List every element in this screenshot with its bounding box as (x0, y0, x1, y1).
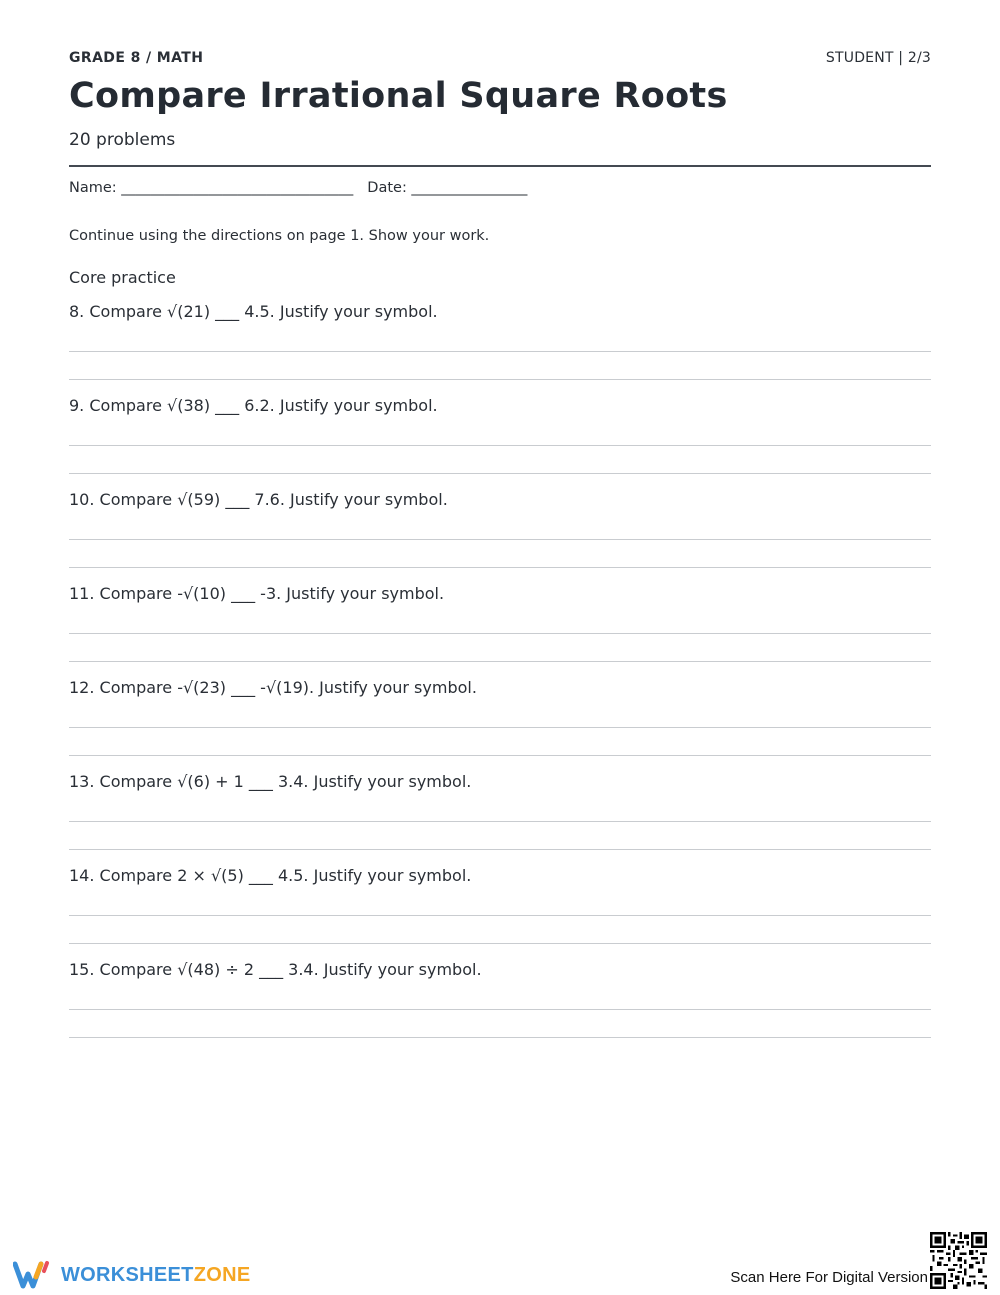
answer-line[interactable] (69, 633, 931, 634)
problem-item (69, 302, 931, 396)
page-title: Compare Irrational Square Roots (69, 76, 728, 116)
answer-line[interactable] (69, 849, 931, 850)
answer-line[interactable] (69, 567, 931, 568)
problem-list (69, 302, 931, 1054)
answer-line[interactable] (69, 727, 931, 728)
page-subtitle: 20 problems (69, 130, 176, 150)
brand-part1: WORKSHEET (61, 1263, 194, 1286)
section-title: Core practice (69, 268, 176, 287)
top-bar (69, 50, 931, 68)
answer-line[interactable] (69, 1009, 931, 1010)
problem-item (69, 678, 931, 772)
page-info-label: STUDENT | 2/3 (825, 50, 931, 66)
name-field[interactable]: Name: ________________________________ (69, 180, 354, 196)
answer-line[interactable] (69, 943, 931, 944)
problem-text: 8. Compare √(21) ___ 4.5. Justify your symbol. (69, 302, 438, 321)
answer-line[interactable] (69, 661, 931, 662)
problem-text: 9. Compare √(38) ___ 6.2. Justify your symbol. (69, 396, 438, 415)
problem-item (69, 396, 931, 490)
name-date-row (69, 180, 527, 196)
answer-line[interactable] (69, 351, 931, 352)
problem-text: 12. Compare -√(23) ___ -√(19). Justify your symbol. (69, 678, 477, 697)
answer-line[interactable] (69, 755, 931, 756)
answer-line[interactable] (69, 379, 931, 380)
problem-text: 13. Compare √(6) + 1 ___ 3.4. Justify your symbol. (69, 772, 472, 791)
problem-item (69, 866, 931, 960)
qr-code-icon[interactable] (930, 1232, 987, 1289)
problem-item (69, 960, 931, 1054)
answer-line[interactable] (69, 539, 931, 540)
header-divider (69, 165, 931, 167)
problem-item (69, 584, 931, 678)
brand-name (61, 1264, 250, 1287)
problem-text: 14. Compare 2 × √(5) ___ 4.5. Justify your symbol. (69, 866, 472, 885)
problem-text: 11. Compare -√(10) ___ -3. Justify your symbol. (69, 584, 445, 603)
scan-caption: Scan Here For Digital Version (730, 1269, 928, 1286)
worksheetzone-w-logo-icon (13, 1260, 53, 1290)
worksheet-page (69, 0, 931, 1295)
date-field[interactable]: Date: ________________ (367, 180, 528, 196)
problem-item (69, 772, 931, 866)
problem-item (69, 490, 931, 584)
grade-subject-label: GRADE 8 / MATH (69, 50, 204, 66)
problem-text: 15. Compare √(48) ÷ 2 ___ 3.4. Justify your symbol. (69, 960, 482, 979)
answer-line[interactable] (69, 821, 931, 822)
brand-part2: ZONE (193, 1263, 251, 1286)
worksheetzone-logo[interactable] (13, 1258, 250, 1292)
directions-text: Continue using the directions on page 1. Show your work. (69, 228, 490, 244)
answer-line[interactable] (69, 915, 931, 916)
answer-line[interactable] (69, 473, 931, 474)
problem-text: 10. Compare √(59) ___ 7.6. Justify your symbol. (69, 490, 448, 509)
answer-line[interactable] (69, 1037, 931, 1038)
answer-line[interactable] (69, 445, 931, 446)
